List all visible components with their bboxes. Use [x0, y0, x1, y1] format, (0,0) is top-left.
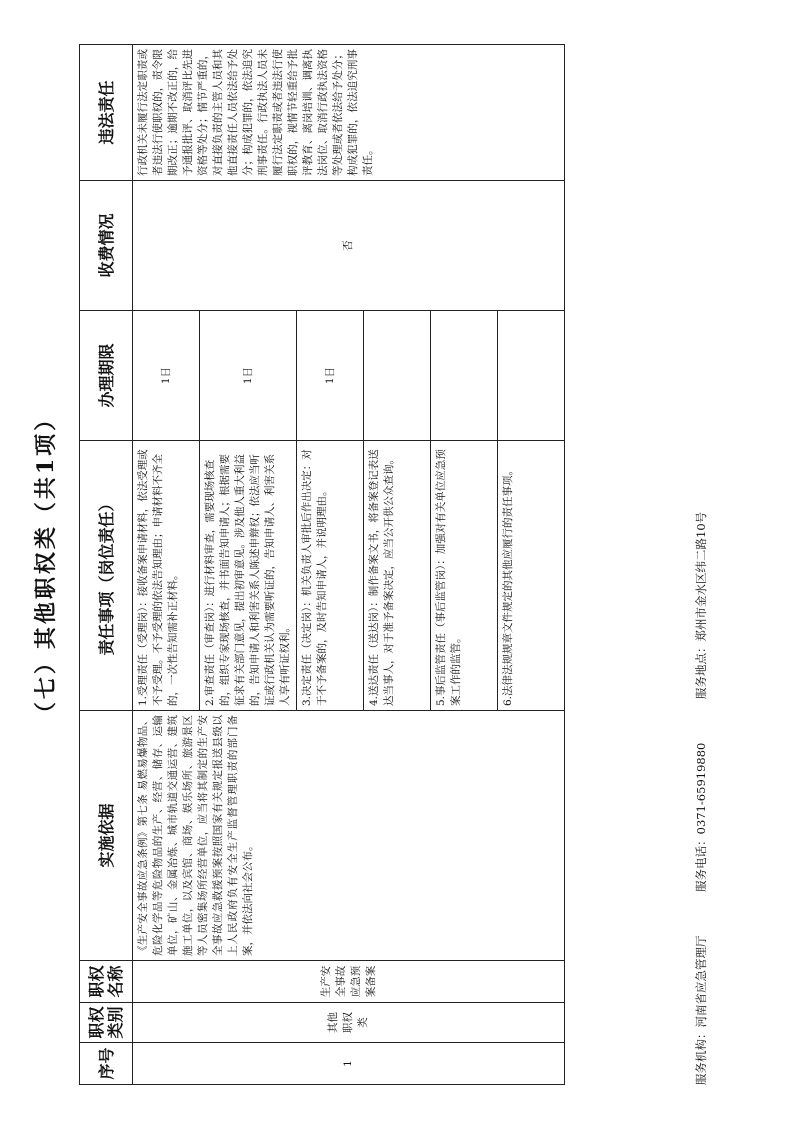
cell-period-6 [498, 311, 565, 441]
cell-liability: 行政机关未履行法定职责或者违法行使职权的，责令限期改正；逾期不改正的，给予通报批评、取消评比先进资格等处分；情节严重的，对直接负责的主管人员和其他直接责任人员依法给予处分；构成犯罪的，依法追究刑事责任。行政执法人员未履行法定职责或者违法行使职权的，视情节轻重给予批评教育、离岗培训、调离执法岗位、取消行政执法资格等处理或者依法给予处分；构成犯罪的，依法追究刑事责任。 [133, 45, 565, 181]
cell-period-2: 1日 [200, 311, 297, 441]
cell-responsibility-6: 6.法律法规规章文件规定的其他应履行的责任事项。 [498, 441, 565, 711]
cell-seq: 1 [133, 1043, 565, 1085]
header-seq: 序号 [80, 1043, 133, 1085]
table-row [133, 45, 200, 1085]
cell-responsibility-5: 5.事后监管责任（事后监管岗）：加强对有关单位应急预案工作的监管。 [431, 441, 498, 711]
cell-responsibility-3: 3.决定责任（决定岗）：机关负责人审批后作出决定：对于不予备案的，及时告知申请人，并说明理由。 [297, 441, 364, 711]
header-responsibility: 责任事项（岗位责任） [80, 441, 133, 711]
cell-name: 生产安全事故应急预案备案 [133, 961, 565, 1003]
rotated-content [21, 45, 771, 1085]
header-period: 办理期限 [80, 311, 133, 441]
footer [693, 45, 709, 1085]
cell-responsibility-1: 1.受理责任（受理岗）：接收备案申请材料，依法受理或不予受理。不予受理的依法告知理由；申请材料不齐全的，一次性告知需补正材料。 [133, 441, 200, 711]
cell-fee: 否 [133, 181, 565, 311]
cell-category: 其他职权类 [133, 1003, 565, 1043]
cell-period-3: 1日 [297, 311, 364, 441]
header-liability: 违法责任 [80, 45, 133, 181]
footer-address: 服务地点：郑州市金水区纬二路10号 [694, 511, 708, 699]
cell-period-1: 1日 [133, 311, 200, 441]
header-name: 职权名称 [80, 961, 133, 1003]
cell-responsibility-2: 2.审查责任（审查岗）：进行材料审查，需要现场核查的，组织专家现场核查，并书面告知申请人；根据需要征求有关部门意见，提出初审意见。涉及他人重大利益的，告知申请人和利害关系人陈述申辩权；依法应当听证或行政机关认为需要听证的，告知申请人、利害关系人享有听证权利。 [200, 441, 297, 711]
header-fee: 收费情况 [80, 181, 133, 311]
cell-responsibility-4: 4.送达责任（送达岗）：制作备案文书，将备案登记表送达当事人，对于准予备案决定，应当公开供公众查询。 [364, 441, 431, 711]
page-title: （七）其他职权类（共1项） [33, 405, 59, 725]
header-basis: 实施依据 [80, 711, 133, 961]
cell-period-5 [431, 311, 498, 441]
footer-agency: 服务机构：河南省应急管理厅 [694, 935, 708, 1085]
header-category: 职权类别 [80, 1003, 133, 1043]
footer-phone: 服务电话：0371-65919880 [694, 742, 708, 892]
cell-basis: 《生产安全事故应急条例》第七条 易燃易爆物品、危险化学品等危险物品的生产、经营、储存、运输单位，矿山、金属冶炼、城市轨道交通运营、建筑施工单位，以及宾馆、商场、娱乐场所、旅游景区等人员密集场所经营单位，应当将其制定的生产安全事故应急救援预案按照国家有关规定报送县级以上人民政府负有安全生产监督管理职责的部门备案，并依法向社会公布。 [133, 711, 565, 961]
authority-table [79, 44, 565, 1085]
cell-period-4 [364, 311, 431, 441]
header-row [80, 45, 133, 1085]
